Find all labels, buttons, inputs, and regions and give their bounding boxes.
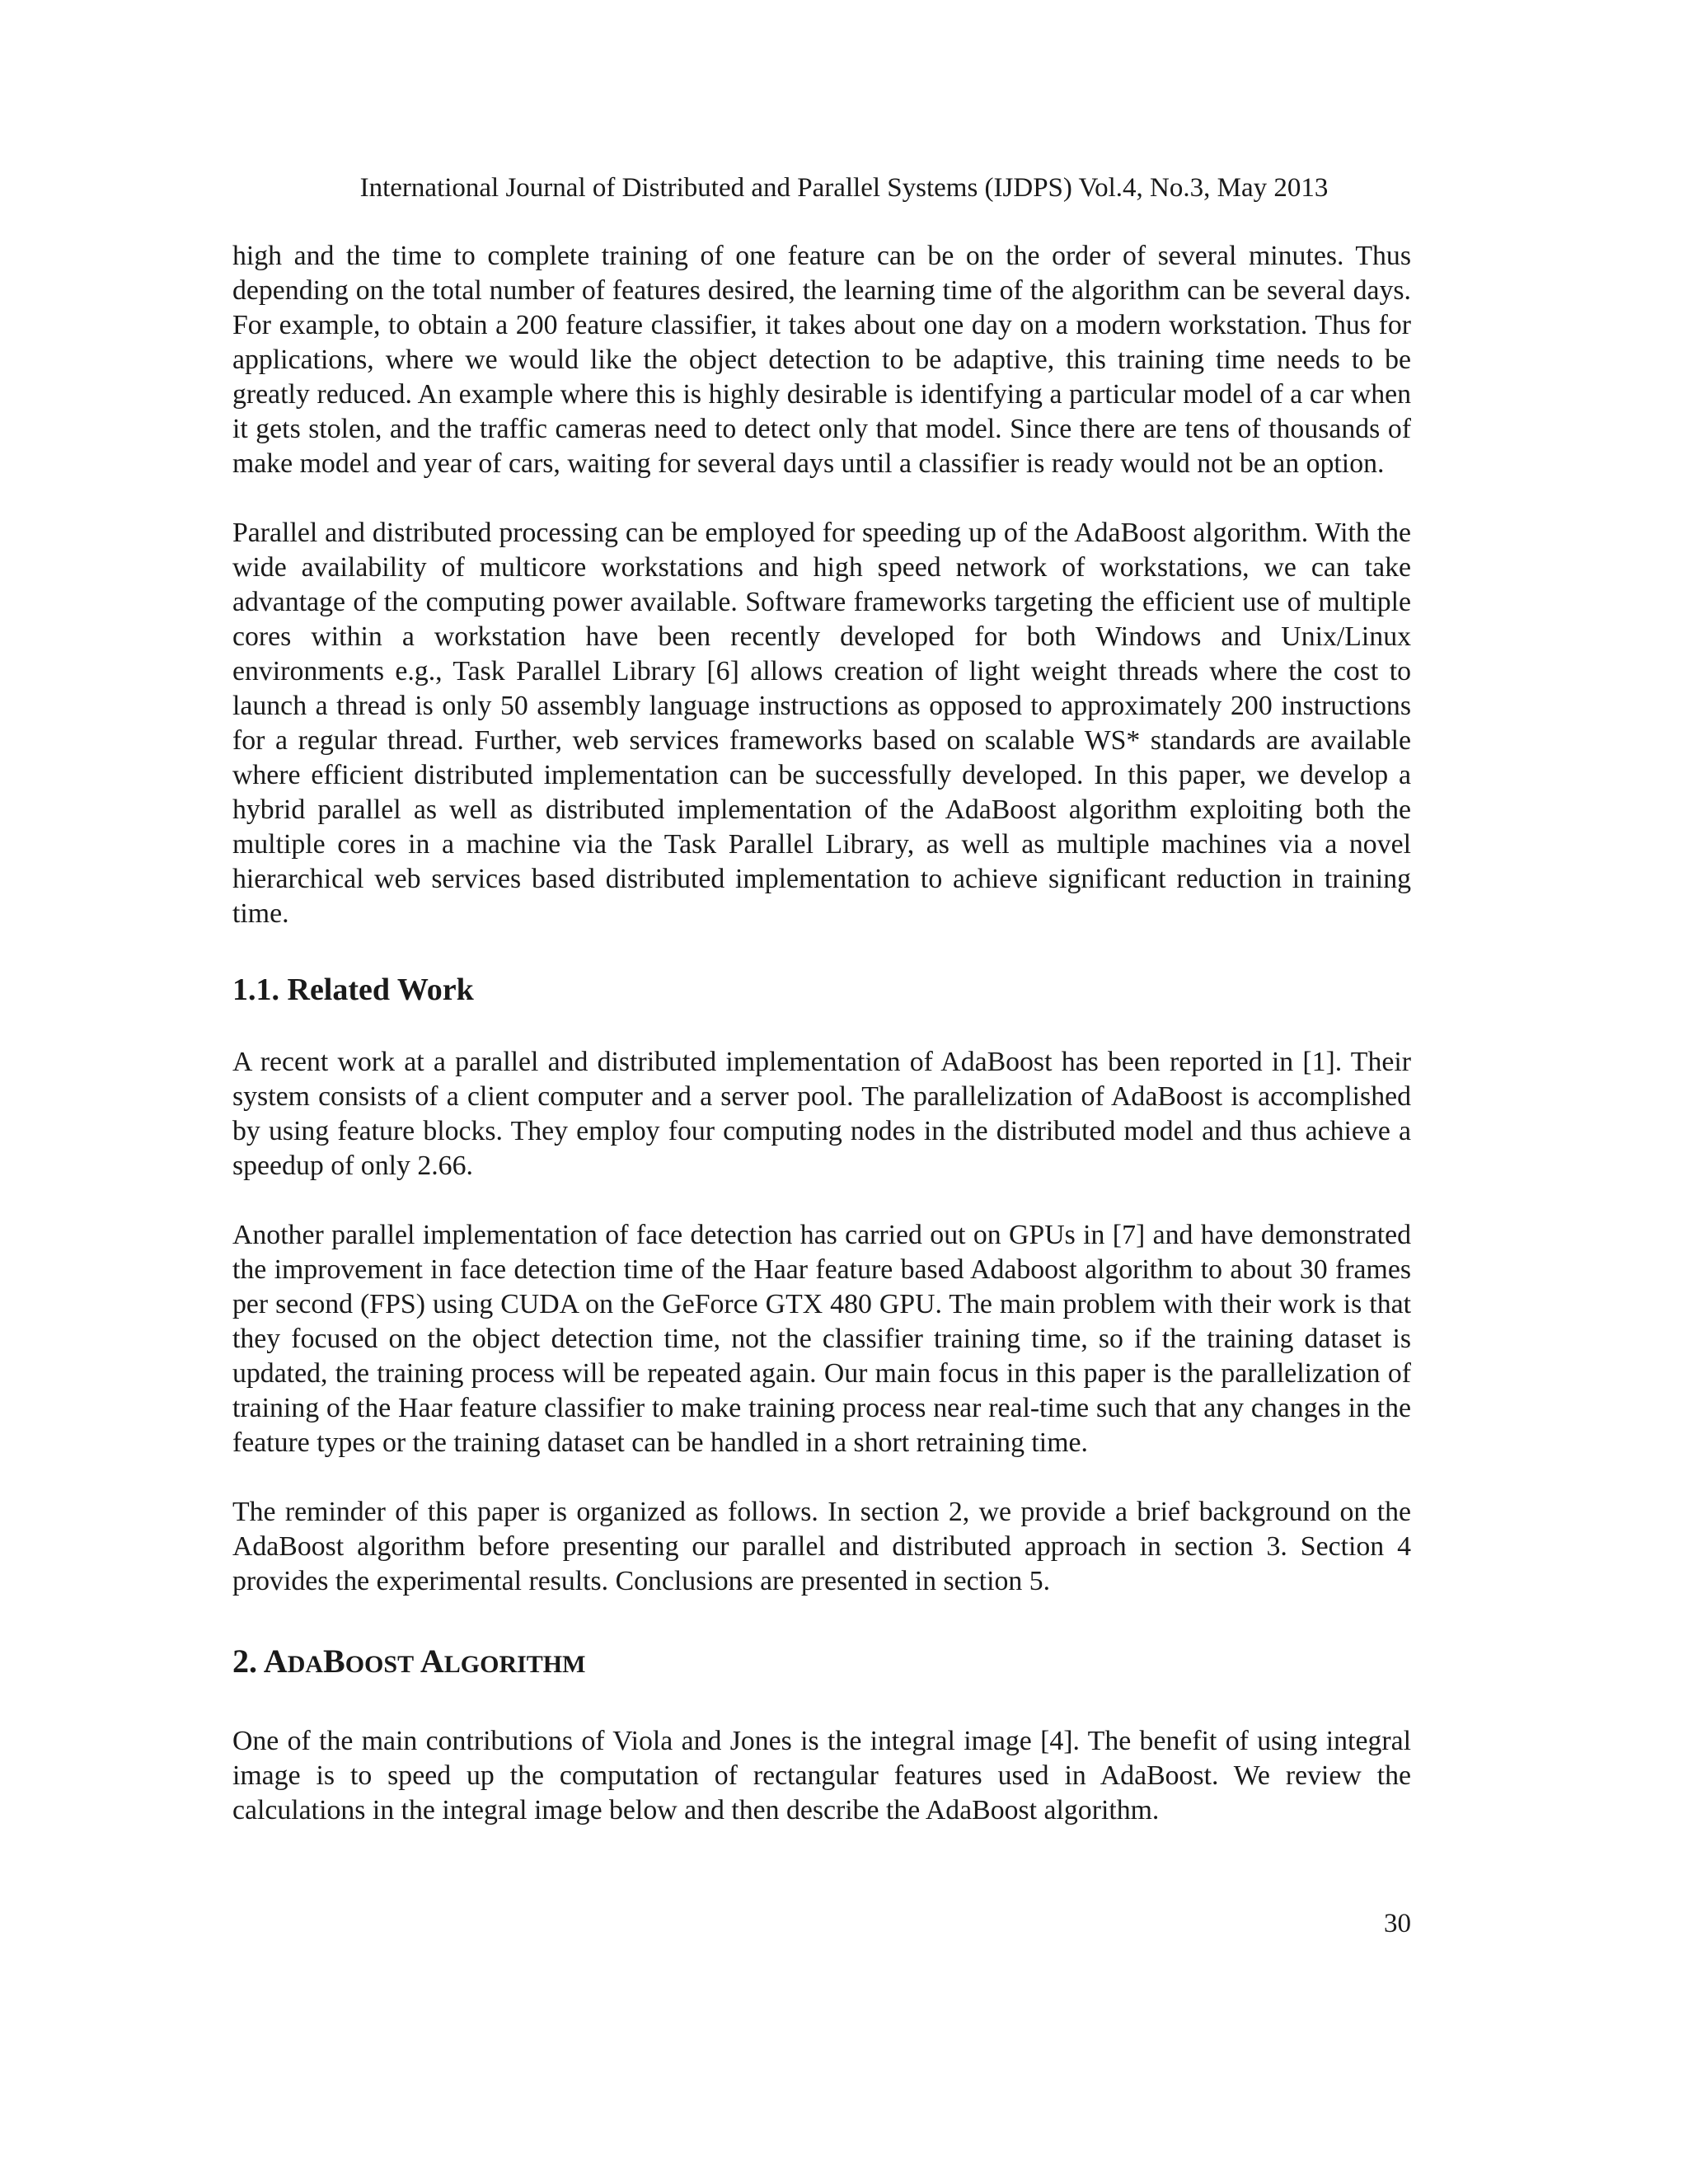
subsection-heading-related-work: 1.1. Related Work (232, 972, 474, 1007)
page-body (232, 239, 1411, 1828)
heading-word-ada-cap: A (263, 1643, 288, 1680)
heading-word-ada-small: DA (287, 1651, 324, 1678)
heading-word-boost-cap: B (323, 1643, 345, 1680)
paragraph-paper-organization: The reminder of this paper is organized as follows. In section 2, we provide a brief background on the AdaBoost algorithm before presenting our parallel and distributed approach in section 3. Section 4 provides the experimental results. Conclusions are presented in section 5. (232, 1497, 1411, 1596)
heading-word-algorithm-small: LGORITHM (443, 1651, 586, 1678)
section-number: 2. (232, 1643, 264, 1680)
paragraph-related-work-gpu: Another parallel implementation of face detection has carried out on GPUs in [7] and have demonstrated the improvement in face detection time of the Haar feature based Adaboost algorithm to about 30 frames per second (FPS) using CUDA on the GeForce GTX 480 GPU. The main problem with their work is that they focused on the object detection time, not the classifier training time, so if the training dataset is updated, the training process will be repeated again. Our main focus in this paper is the parallelization of training of the Haar feature classifier to make training process near real-time such that any changes in the feature types or the training dataset can be handled in a short retraining time. (232, 1220, 1411, 1458)
heading-word-algorithm-cap: A (414, 1643, 444, 1680)
paragraph-integral-image: One of the main contributions of Viola and Jones is the integral image [4]. The benefit of using integral image is to speed up the computation of rectangular features used in AdaBoost. We review the calculations in the integral image below and then describe the AdaBoost algorithm. (232, 1726, 1411, 1825)
paragraph-related-work-client-server: A recent work at a parallel and distributed implementation of AdaBoost has been reported in [1]. Their system consists of a client computer and a server pool. The parallelization of AdaBoost is accomplished by using feature blocks. They employ four computing nodes in the distributed model and thus achieve a speedup of only 2.66. (232, 1047, 1411, 1181)
heading-word-boost-small: OOST (345, 1651, 415, 1678)
section-heading-adaboost-algorithm (232, 1642, 1411, 1685)
page-number: 30 (1384, 1909, 1411, 1938)
paragraph-training-time: high and the time to complete training of one feature can be on the order of several minutes. Thus depending on the total number of features desired, the learning time of the algorithm can be several days. For example, to obtain a 200 feature classifier, it takes about one day on a modern workstation. Thus for applications, where we would like the object detection to be adaptive, this training time needs to be greatly reduced. An example where this is highly desirable is identifying a particular model of a car when it gets stolen, and the traffic cameras need to detect only that model. Since there are tens of thousands of make model and year of cars, waiting for several days until a classifier is ready would not be an option. (232, 241, 1411, 479)
paragraph-parallel-processing: Parallel and distributed processing can be employed for speeding up of the AdaBoost algorithm. With the wide availability of multicore workstations and high speed network of workstations, we can take advantage of the computing power available. Software frameworks targeting the efficient use of multiple cores within a workstation have been recently developed for both Windows and Unix/Linux environments e.g., Task Parallel Library [6] allows creation of light weight threads where the cost to launch a thread is only 50 assembly language instructions as opposed to approximately 200 instructions for a regular thread. Further, web services frameworks based on scalable WS* standards are available where efficient distributed implementation can be successfully developed. In this paper, we develop a hybrid parallel as well as distributed implementation of the AdaBoost algorithm exploiting both the multiple cores in a machine via the Task Parallel Library, as well as multiple machines via a novel hierarchical web services based distributed implementation to achieve significant reduction in training time. (232, 518, 1411, 929)
running-header: International Journal of Distributed and Parallel Systems (IJDPS) Vol.4, No.3, May 2013 (359, 173, 1329, 203)
